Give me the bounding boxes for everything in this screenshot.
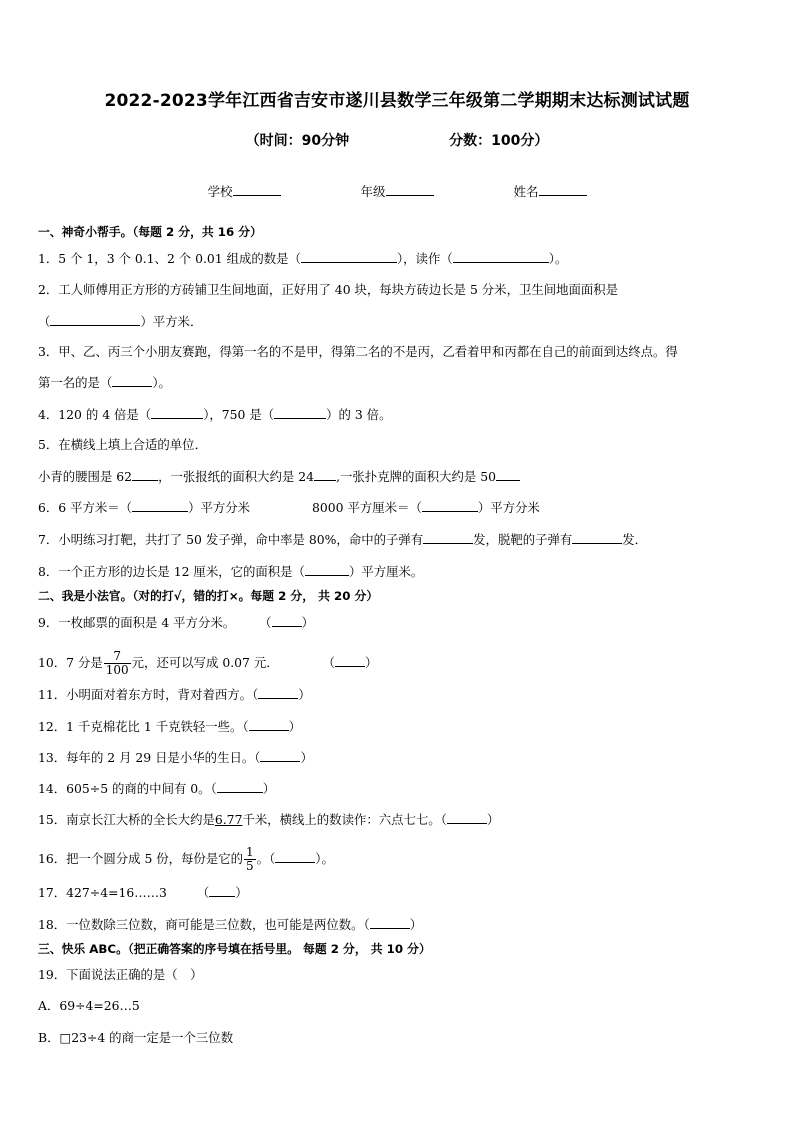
question-11: 11．小明面对着东方时，背对着西方。（ ）: [38, 687, 311, 702]
question-10: 10．7 分是 $\frac{7}{100}$ 元，还可以写成 0.07 元． （ ）: [38, 649, 378, 677]
total-score: 分数：100分）: [449, 133, 549, 149]
student-info: [0, 182, 794, 200]
answer-blank[interactable]: [249, 718, 289, 731]
question-3-cont: 第一名的是（ ）。: [38, 375, 171, 390]
option-a[interactable]: A．69÷4=26…5: [38, 998, 140, 1013]
question-1: 1．5 个 1，3 个 0.1、2 个 0.01 组成的数是（ ），读作（ ）。: [38, 251, 568, 266]
answer-blank[interactable]: [209, 884, 235, 897]
question-17: 17．427÷4=16……3 （ ）: [38, 885, 248, 900]
answer-blank[interactable]: [260, 749, 300, 762]
answer-blank[interactable]: [496, 468, 520, 481]
question-16: 16．把一个圆分成 5 份，每份是它的 $\frac{1}{5}$ 。（ ）。: [38, 845, 334, 873]
question-3: 3．甲、乙、丙三个小朋友赛跑，得第一名的不是甲，得第二名的不是丙，乙看着甲和丙都在自己的前面到达终点。得: [38, 344, 678, 359]
answer-blank[interactable]: [335, 654, 365, 667]
question-2-cont: （ ）平方米．: [38, 314, 203, 329]
fraction-1-5: $\frac{1}{5}$: [246, 845, 254, 873]
answer-blank[interactable]: [275, 850, 315, 863]
answer-blank[interactable]: [132, 499, 188, 512]
school-label: 学校: [207, 184, 233, 199]
answer-blank[interactable]: [258, 686, 298, 699]
question-8: 8．一个正方形的边长是 12 厘米，它的面积是（ ）平方厘米。: [38, 564, 424, 579]
answer-blank[interactable]: [453, 250, 549, 263]
answer-blank[interactable]: [423, 531, 473, 544]
answer-blank[interactable]: [132, 468, 158, 481]
school-blank[interactable]: [233, 183, 281, 196]
question-6: 6．6 平方米＝（ ）平方分米 8000 平方厘米＝（ ）平方分米: [38, 500, 540, 515]
question-18: 18．一位数除三位数，商可能是三位数，也可能是两位数。（ ）: [38, 917, 423, 932]
answer-blank[interactable]: [50, 313, 140, 326]
section-3-heading: 三、快乐 ABC。（把正确答案的序号填在括号里。 每题 2 分， 共 10 分）: [38, 942, 431, 956]
answer-blank[interactable]: [272, 614, 302, 627]
answer-blank[interactable]: [422, 499, 478, 512]
question-9: 9．一枚邮票的面积是 4 平方分米。 （ ）: [38, 615, 314, 630]
answer-blank[interactable]: [112, 374, 152, 387]
question-5-cont: 小青的腰围是 62 ，一张报纸的面积大约是 24 ,一张扑克牌的面积大约是 50: [38, 468, 764, 485]
question-7: 7．小明练习打靶，共打了 50 发子弹，命中率是 80%，命中的子弹有 发，脱靶的子弹有 发．: [38, 532, 648, 547]
option-b[interactable]: B．□23÷4 的商一定是一个三位数: [38, 1030, 234, 1045]
question-15: 15．南京长江大桥的全长大约是6.77千米，横线上的数读作：六点七七。（ ）: [38, 812, 500, 827]
page-title: 2022-2023学年江西省吉安市遂川县数学三年级第二学期期末达标测试试题: [104, 91, 690, 111]
answer-blank[interactable]: [217, 780, 263, 793]
question-13: 13．每年的 2 月 29 日是小华的生日。（ ）: [38, 750, 313, 765]
answer-blank[interactable]: [305, 563, 349, 576]
question-2: 2．工人师傅用正方形的方砖铺卫生间地面，正好用了 40 块，每块方砖边长是 5 分米，卫生间地面面积是: [38, 282, 619, 297]
answer-blank[interactable]: [151, 406, 203, 419]
answer-blank[interactable]: [370, 916, 410, 929]
question-12: 12．1 千克棉花比 1 千克铁轻一些。（ ）: [38, 719, 302, 734]
question-14: 14．605÷5 的商的中间有 0。（ ）: [38, 781, 276, 796]
answer-blank[interactable]: [274, 406, 326, 419]
question-19: 19．下面说法正确的是（ ）: [38, 967, 203, 982]
grade-blank[interactable]: [386, 183, 434, 196]
question-4: 4．120 的 4 倍是（ ），750 是（ ）的 3 倍。: [38, 407, 392, 422]
answer-blank[interactable]: [301, 250, 397, 263]
name-blank[interactable]: [539, 183, 587, 196]
question-5: 5．在横线上填上合适的单位．: [38, 437, 207, 452]
exam-meta: [0, 130, 794, 150]
name-label: 姓名: [513, 184, 539, 199]
answer-blank[interactable]: [447, 811, 487, 824]
fraction-7-100: $\frac{7}{100}$: [105, 649, 129, 677]
section-1-heading: 一、神奇小帮手。（每题 2 分，共 16 分）: [38, 225, 262, 239]
section-2-heading: 二、我是小法官。（对的打√，错的打×。每题 2 分， 共 20 分）: [38, 589, 379, 603]
answer-blank[interactable]: [314, 468, 336, 481]
time-limit: （时间：90分钟: [245, 133, 350, 149]
grade-label: 年级: [360, 184, 386, 199]
answer-blank[interactable]: [572, 531, 622, 544]
